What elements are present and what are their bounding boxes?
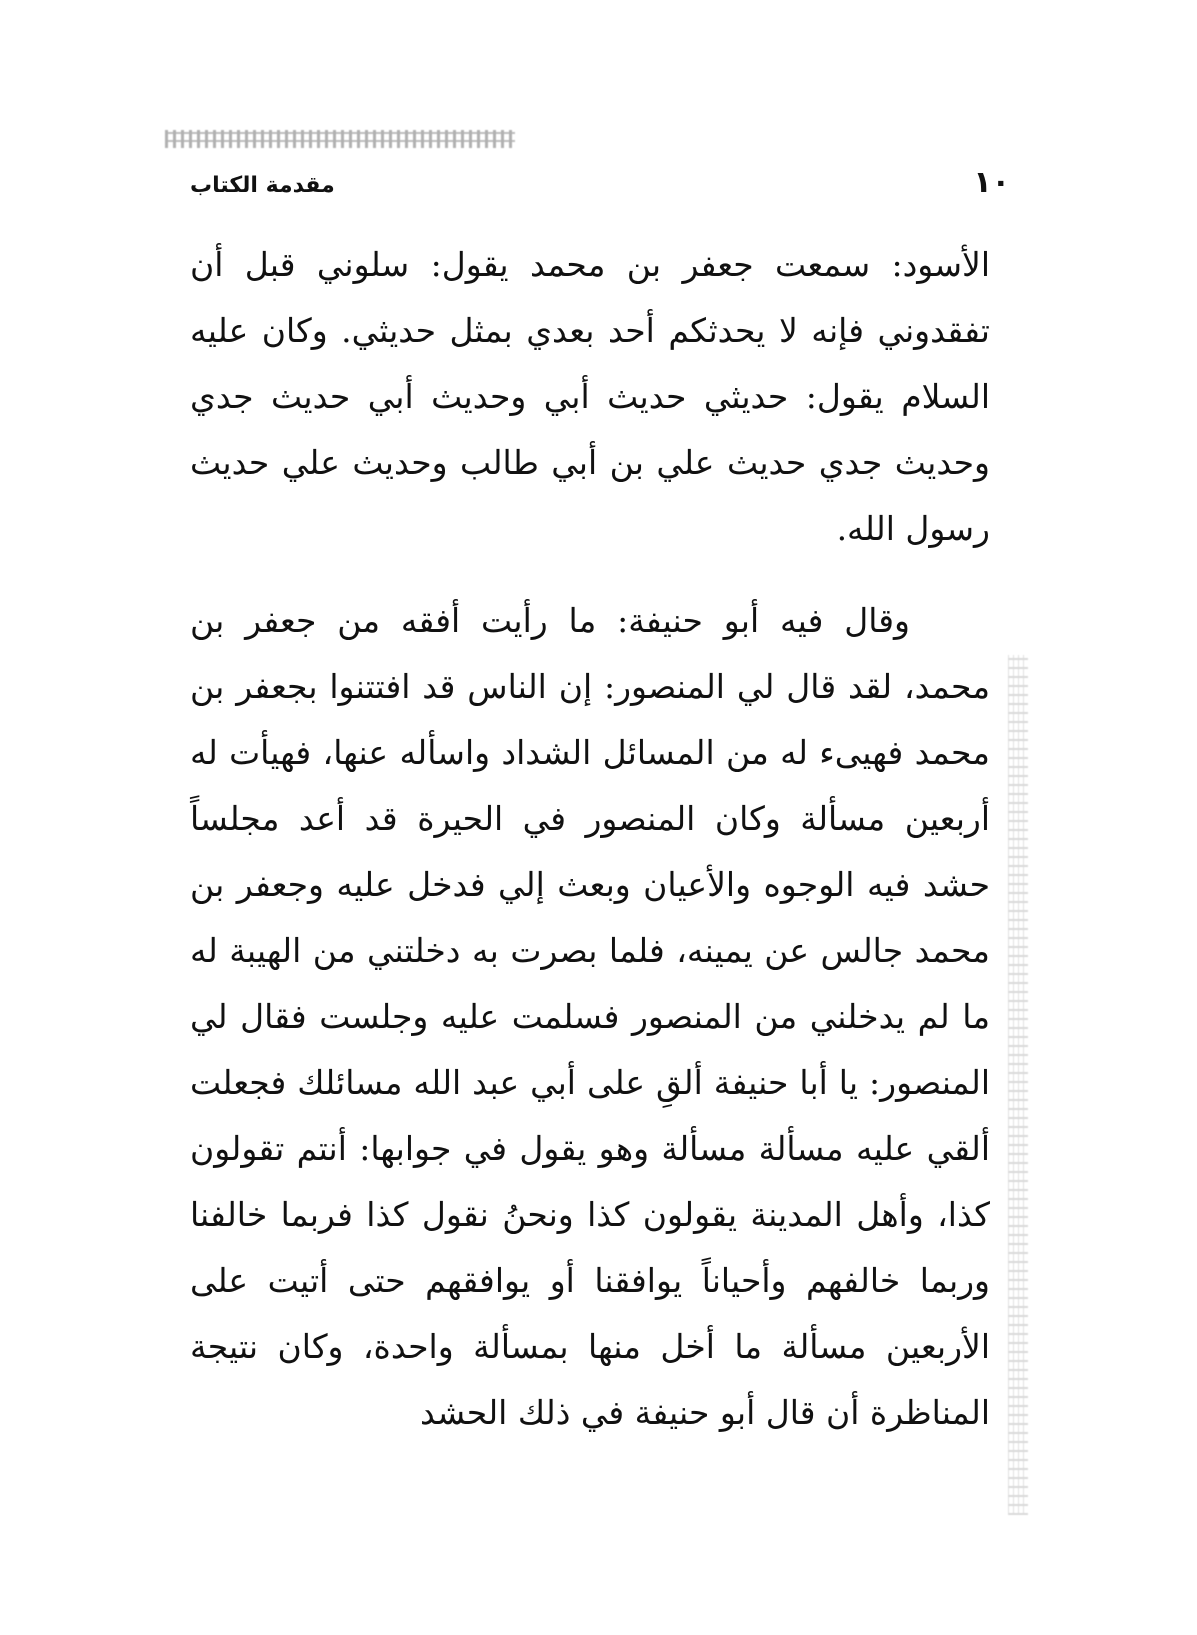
paragraph-2: وقال فيه أبو حنيفة: ما رأيت أفقه من جعفر بن محمد، لقد قال لي المنصور: إن الناس قد افتتنوا بجعفر بن محمد فهيىء له من المسائل الشداد واسأله عنها، فهيأت له أربعين مسألة وكان المنصور في الحيرة قد أعد مجلساً حشد فيه الوجوه والأعيان وبعث إلي فدخل عليه وجعفر بن محمد جالس عن يمينه، فلما بصرت به دخلتني من الهيبة له ما لم يدخلني من المنصور فسلمت عليه وجلست فقال لي المنصور: يا أبا حنيفة ألقِ على أبي عبد الله مسائلك فجعلت ألقي عليه مسألة مسألة وهو يقول في جوابها: أنتم تقولون كذا، وأهل المدينة يقولون كذا ونحنُ نقول كذا فربما خالفنا وربما خالفهم وأحياناً يوافقنا أو يوافقهم حتى أتيت على الأربعين مسألة ما أخل منها بمسألة واحدة، وكان نتيجة المناظرة أن قال أبو حنيفة في ذلك الحشد bbox=[190, 601, 990, 1432]
paragraph-1: الأسود: سمعت جعفر بن محمد يقول: سلوني قبل أن تفقدوني فإنه لا يحدثكم أحد بعدي بمثل حديثي. وكان عليه السلام يقول: حديثي حديث أبي وحديث أبي حديث جدي وحديث جدي حديث علي بن أبي طالب وحديث علي حديث رسول الله. bbox=[190, 245, 990, 548]
page-header bbox=[190, 165, 1010, 215]
running-title: مقدمة الكتاب bbox=[190, 173, 335, 198]
scan-artifact-top bbox=[165, 130, 515, 148]
scan-artifact-right-margin bbox=[1008, 655, 1028, 1515]
page-number: ١٠ bbox=[973, 165, 1010, 200]
